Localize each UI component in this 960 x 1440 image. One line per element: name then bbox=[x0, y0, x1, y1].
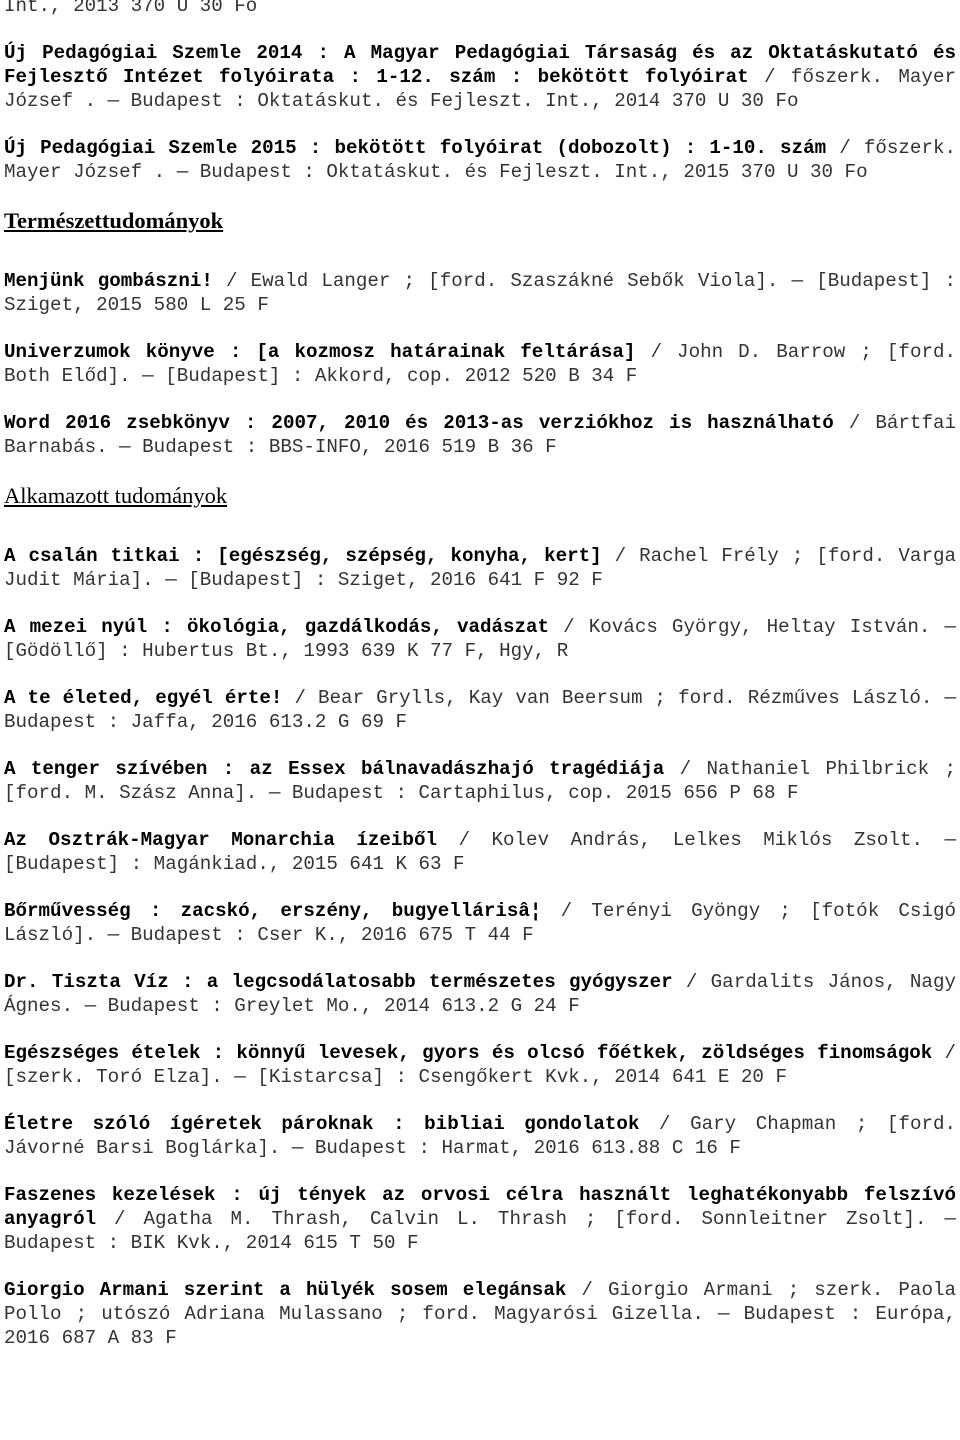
catalog-page bbox=[4, 0, 956, 1373]
entry-title: A csalán titkai : [egészség, szépség, konyha, kert] bbox=[4, 545, 602, 567]
entry-title: Giorgio Armani szerint a hülyék sosem elegánsak bbox=[4, 1279, 567, 1301]
entry-title: A tenger szívében : az Essex bálnavadászhajó tragédiája bbox=[4, 758, 665, 780]
section-heading-natural-sciences: Természettudományok bbox=[4, 208, 224, 233]
entry-title: Word 2016 zsebkönyv : 2007, 2010 és 2013-as verziókhoz is használható bbox=[4, 412, 834, 434]
entry-details: Int., 2013 370 U 30 Fo bbox=[4, 0, 258, 17]
catalog-entry bbox=[4, 340, 956, 388]
entry-title: Új Pedagógiai Szemle 2015 : bekötött folyóirat (dobozolt) : 1-10. szám bbox=[4, 137, 827, 159]
catalog-entry bbox=[4, 1278, 956, 1350]
entry-details: / [szerk. Toró Elza]. — [Kistarcsa] : Csengőkert Kvk., 2014 641 E 20 F bbox=[4, 1042, 957, 1088]
catalog-entry bbox=[4, 0, 956, 18]
entry-title: A mezei nyúl : ökológia, gazdálkodás, vadászat bbox=[4, 616, 550, 638]
catalog-entry bbox=[4, 757, 956, 805]
entry-title: Faszenes kezelések : új tények az orvosi célra használt leghatékonyabb felszívó anyagról bbox=[4, 1184, 956, 1230]
catalog-entry bbox=[4, 615, 956, 663]
catalog-entry bbox=[4, 899, 956, 947]
entry-details: / Giorgio Armani ; szerk. Paola Pollo ; utószó Adriana Mulassano ; ford. Magyarósi Gizella. — Budapest : Európa, 2016 687 A 83 F bbox=[4, 1279, 956, 1349]
entry-details: / Agatha M. Thrash, Calvin L. Thrash ; [ford. Sonnleitner Zsolt]. — Budapest : BIK Kvk., 2014 615 T 50 F bbox=[4, 1208, 956, 1254]
entry-title: Az Osztrák-Magyar Monarchia ízeiből bbox=[4, 829, 437, 851]
entry-details: / Kovács György, Heltay István. — [Gödöllő] : Hubertus Bt., 1993 639 K 77 F, Hgy, R bbox=[4, 616, 956, 662]
catalog-entry bbox=[4, 970, 956, 1018]
catalog-entry bbox=[4, 411, 956, 459]
catalog-entry bbox=[4, 1041, 956, 1089]
entry-details: / Kolev András, Lelkes Miklós Zsolt. — [Budapest] : Magánkiad., 2015 641 K 63 F bbox=[4, 829, 956, 875]
entry-title: Életre szóló ígéretek pároknak : bibliai gondolatok bbox=[4, 1113, 640, 1135]
entry-details: / Gary Chapman ; [ford. Jávorné Barsi Boglárka]. — Budapest : Harmat, 2016 613.88 C 16 F bbox=[4, 1113, 956, 1159]
entry-title: Dr. Tiszta Víz : a legcsodálatosabb természetes gyógyszer bbox=[4, 971, 673, 993]
entry-title: Univerzumok könyve : [a kozmosz határainak feltárása] bbox=[4, 341, 636, 363]
entry-title: Egészséges ételek : könnyű levesek, gyors és olcsó főétkek, zöldséges finomságok bbox=[4, 1042, 933, 1064]
entry-details: / John D. Barrow ; [ford. Both Előd]. — [Budapest] : Akkord, cop. 2012 520 B 34 F bbox=[4, 341, 957, 387]
catalog-entry bbox=[4, 1183, 956, 1255]
entry-details: / Nathaniel Philbrick ; [ford. M. Szász Anna]. — Budapest : Cartaphilus, cop. 2015 656 P 68 F bbox=[4, 758, 956, 804]
catalog-entry bbox=[4, 544, 956, 592]
applied-sciences-entries bbox=[4, 544, 956, 1350]
entry-details: / főszerk. Mayer József . — Budapest : Oktatáskut. és Fejleszt. Int., 2014 370 U 30 Fo bbox=[4, 66, 956, 112]
natural-sciences-entries bbox=[4, 269, 956, 459]
catalog-entry bbox=[4, 269, 956, 317]
entry-title: Új Pedagógiai Szemle 2014 : A Magyar Pedagógiai Társaság és az Oktatáskutató és Fejlesztő Intézet folyóirata : 1-12. szám : bekötött folyóirat bbox=[4, 42, 956, 88]
entry-details: / Terényi Gyöngy ; [fotók Csigó László]. — Budapest : Cser K., 2016 675 T 44 F bbox=[4, 900, 956, 946]
entry-title: A te életed, egyél érte! bbox=[4, 687, 283, 709]
entry-title: Menjünk gombászni! bbox=[4, 270, 213, 292]
catalog-entry bbox=[4, 1112, 956, 1160]
section-heading-applied-sciences: Alkamazott tudományok bbox=[4, 483, 228, 508]
entry-title: Bőrművesség : zacskó, erszény, bugyellárisâ¦ bbox=[4, 900, 542, 922]
catalog-entry bbox=[4, 41, 956, 113]
entry-details: / Gardalits János, Nagy Ágnes. — Budapest : Greylet Mo., 2014 613.2 G 24 F bbox=[4, 971, 956, 1017]
entry-details: / főszerk. Mayer József . — Budapest : Oktatáskut. és Fejleszt. Int., 2015 370 U 30 Fo bbox=[4, 137, 956, 183]
catalog-entry bbox=[4, 828, 956, 876]
entry-details: / Rachel Frély ; [ford. Varga Judit Mária]. — [Budapest] : Sziget, 2016 641 F 92 F bbox=[4, 545, 956, 591]
entry-details: / Ewald Langer ; [ford. Szaszákné Sebők Viola]. — [Budapest] : Sziget, 2015 580 L 25 F bbox=[4, 270, 956, 316]
entry-details: / Bártfai Barnabás. — Budapest : BBS-INFO, 2016 519 B 36 F bbox=[4, 412, 956, 458]
catalog-entry bbox=[4, 686, 956, 734]
top-entries bbox=[4, 0, 956, 184]
catalog-entry bbox=[4, 136, 956, 184]
entry-details: / Bear Grylls, Kay van Beersum ; ford. Rézműves László. — Budapest : Jaffa, 2016 613.2 G 69 F bbox=[4, 687, 956, 733]
